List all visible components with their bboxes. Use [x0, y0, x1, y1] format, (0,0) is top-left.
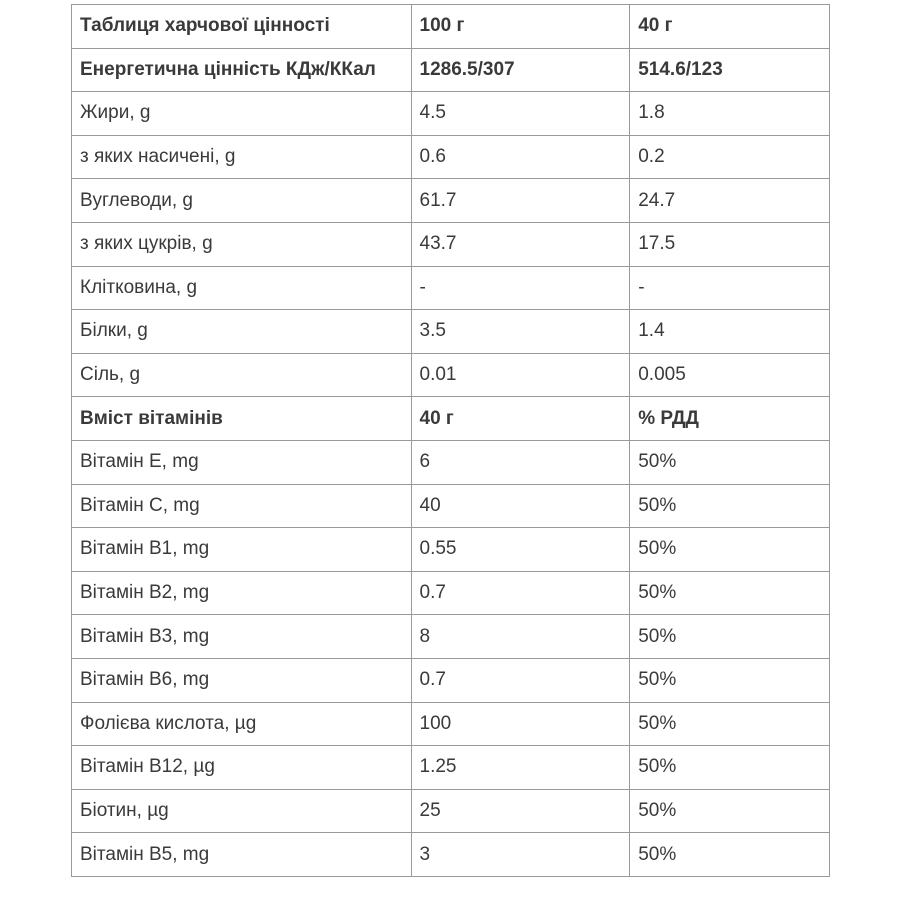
portion-value-cell: 50%: [630, 615, 830, 659]
nutrient-name-cell: Таблиця харчової цінності: [72, 5, 412, 49]
table-row: [72, 179, 830, 223]
value-cell: 4.5: [411, 92, 630, 136]
value-cell: 0.7: [411, 571, 630, 615]
nutrient-name-cell: Біотин, µg: [72, 789, 412, 833]
portion-value-cell: 0.2: [630, 135, 830, 179]
table-row: [72, 789, 830, 833]
table-row: [72, 310, 830, 354]
table-row: [72, 658, 830, 702]
value-cell: 61.7: [411, 179, 630, 223]
portion-value-cell: 50%: [630, 746, 830, 790]
table-row: [72, 92, 830, 136]
table-row: [72, 135, 830, 179]
value-cell: 100 г: [411, 5, 630, 49]
portion-value-cell: 50%: [630, 833, 830, 877]
nutrient-name-cell: Вітамін B5, mg: [72, 833, 412, 877]
value-cell: 40 г: [411, 397, 630, 441]
nutrient-name-cell: Вітамін C, mg: [72, 484, 412, 528]
portion-value-cell: 50%: [630, 702, 830, 746]
value-cell: 43.7: [411, 222, 630, 266]
value-cell: 3.5: [411, 310, 630, 354]
value-cell: 1286.5/307: [411, 48, 630, 92]
portion-value-cell: % РДД: [630, 397, 830, 441]
value-cell: 40: [411, 484, 630, 528]
nutrient-name-cell: Вітамін B12, µg: [72, 746, 412, 790]
value-cell: 0.7: [411, 658, 630, 702]
portion-value-cell: 50%: [630, 571, 830, 615]
portion-value-cell: 1.8: [630, 92, 830, 136]
value-cell: 0.55: [411, 528, 630, 572]
value-cell: 25: [411, 789, 630, 833]
table-row: [72, 353, 830, 397]
value-cell: 3: [411, 833, 630, 877]
table-row: [72, 833, 830, 877]
nutrient-name-cell: Вітамін B1, mg: [72, 528, 412, 572]
portion-value-cell: 514.6/123: [630, 48, 830, 92]
portion-value-cell: 50%: [630, 658, 830, 702]
portion-value-cell: 17.5: [630, 222, 830, 266]
table-header-row: [72, 397, 830, 441]
nutrient-name-cell: Енергетична цінність КДж/ККал: [72, 48, 412, 92]
portion-value-cell: 1.4: [630, 310, 830, 354]
portion-value-cell: 24.7: [630, 179, 830, 223]
nutrient-name-cell: Вуглеводи, g: [72, 179, 412, 223]
table-header-row: [72, 5, 830, 49]
nutrient-name-cell: Білки, g: [72, 310, 412, 354]
value-cell: 1.25: [411, 746, 630, 790]
portion-value-cell: 50%: [630, 484, 830, 528]
portion-value-cell: 50%: [630, 789, 830, 833]
portion-value-cell: -: [630, 266, 830, 310]
nutrient-name-cell: Сіль, g: [72, 353, 412, 397]
nutrient-name-cell: Фолієва кислота, µg: [72, 702, 412, 746]
nutrient-name-cell: Вітамін E, mg: [72, 440, 412, 484]
table-row: [72, 222, 830, 266]
value-cell: 6: [411, 440, 630, 484]
value-cell: 0.6: [411, 135, 630, 179]
value-cell: 0.01: [411, 353, 630, 397]
table-row: [72, 484, 830, 528]
nutrient-name-cell: Жири, g: [72, 92, 412, 136]
table-row: [72, 571, 830, 615]
table-row: [72, 266, 830, 310]
nutrient-name-cell: з яких цукрів, g: [72, 222, 412, 266]
nutrient-name-cell: Вітамін B6, mg: [72, 658, 412, 702]
table-row: [72, 440, 830, 484]
nutrient-name-cell: Вітамін B3, mg: [72, 615, 412, 659]
nutrient-name-cell: Вітамін B2, mg: [72, 571, 412, 615]
table-row: [72, 528, 830, 572]
table-header-row: [72, 48, 830, 92]
nutrition-table-body: [72, 5, 830, 877]
nutrition-table: [71, 4, 830, 877]
value-cell: 100: [411, 702, 630, 746]
value-cell: -: [411, 266, 630, 310]
nutrient-name-cell: Клітковина, g: [72, 266, 412, 310]
table-row: [72, 746, 830, 790]
portion-value-cell: 50%: [630, 440, 830, 484]
table-row: [72, 615, 830, 659]
portion-value-cell: 0.005: [630, 353, 830, 397]
nutrient-name-cell: Вміст вітамінів: [72, 397, 412, 441]
value-cell: 8: [411, 615, 630, 659]
portion-value-cell: 40 г: [630, 5, 830, 49]
portion-value-cell: 50%: [630, 528, 830, 572]
nutrient-name-cell: з яких насичені, g: [72, 135, 412, 179]
table-row: [72, 702, 830, 746]
